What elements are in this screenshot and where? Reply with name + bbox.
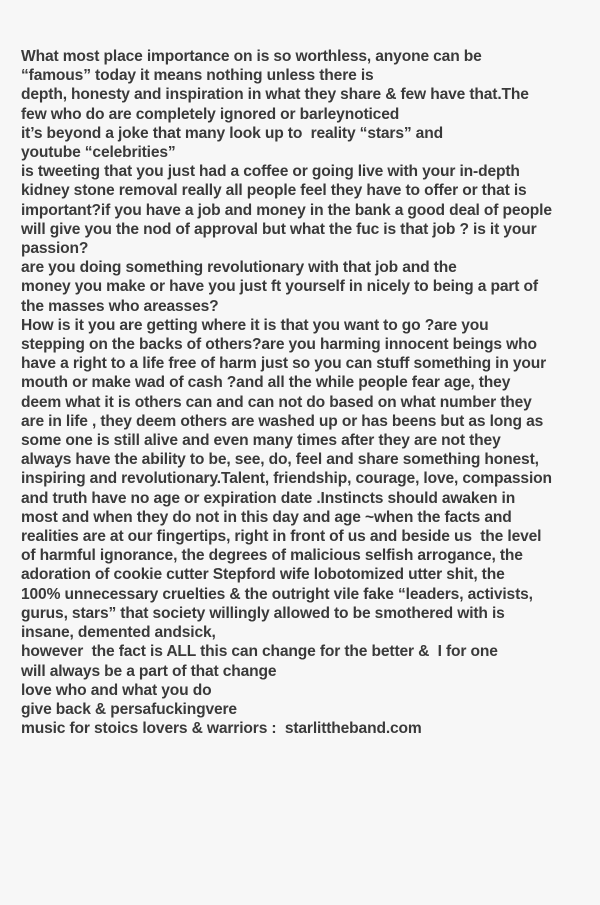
- text-line: is tweeting that you just had a coffee or going live with your in-depth: [21, 163, 520, 181]
- text-line: How is it you are getting where it is that you want to go ?are you: [21, 316, 489, 334]
- text-line: the masses who areasses?: [21, 297, 219, 315]
- text-line: of harmful ignorance, the degrees of malicious selfish arrogance, the: [21, 547, 523, 565]
- text-line: deem what it is others can and can not do based on what number they: [21, 393, 532, 411]
- text-line: will give you the nod of approval but what the fuc is that job ? is it your: [21, 220, 537, 238]
- text-line: important?if you have a job and money in the bank a good deal of people: [21, 201, 552, 219]
- text-line: What most place importance on is so worthless, anyone can be: [21, 48, 482, 65]
- text-line: adoration of cookie cutter Stepford wife lobotomized utter shit, the: [21, 566, 505, 584]
- text-line: mouth or make wad of cash ?and all the while people fear age, they: [21, 374, 511, 392]
- text-line: and truth have no age or expiration date .Instincts should awaken in: [21, 489, 516, 507]
- text-line: love who and what you do: [21, 681, 212, 699]
- text-line: money you make or have you just ft yourself in nicely to being a part of: [21, 278, 538, 296]
- text-line: most and when they do not in this day and age ~when the facts and: [21, 508, 512, 526]
- text-line: will always be a part of that change: [21, 662, 277, 680]
- text-line: some one is still alive and even many times after they are not they: [21, 432, 501, 450]
- text-line: passion?: [21, 240, 89, 258]
- text-line: depth, honesty and inspiration in what they share & few have that.The: [21, 86, 529, 104]
- text-line: give back & persafuckingvere: [21, 700, 237, 718]
- text-line: inspiring and revolutionary.Talent, friendship, courage, love, compassion: [21, 470, 552, 488]
- text-line: insane, demented andsick,: [21, 624, 216, 642]
- text-line: kidney stone removal really all people feel they have to offer or that is: [21, 182, 527, 200]
- text-line: are you doing something revolutionary with that job and the: [21, 259, 457, 277]
- text-line: 100% unnecessary cruelties & the outright vile fake “leaders, activists,: [21, 585, 533, 603]
- text-line: gurus, stars” that society willingly allowed to be smothered with is: [21, 604, 505, 622]
- text-line: realities are at our fingertips, right in front of us and beside us the level: [21, 528, 542, 546]
- text-line: however the fact is ALL this can change for the better & I for one: [21, 643, 498, 661]
- text-line: stepping on the backs of others?are you harming innocent beings who: [21, 336, 537, 354]
- text-line: are in life , they deem others are washed up or has beens but as long as: [21, 412, 544, 430]
- text-line: have a right to a life free of harm just so you can stuff something in your: [21, 355, 547, 373]
- text-line: music for stoics lovers & warriors : starlittheband.com: [21, 720, 422, 738]
- text-line: it’s beyond a joke that many look up to reality “stars” and: [21, 124, 443, 142]
- text-line: youtube “celebrities”: [21, 144, 176, 162]
- text-line: “famous” today it means nothing unless there is: [21, 67, 374, 85]
- text-body: [21, 47, 599, 738]
- text-line: few who do are completely ignored or barleynoticed: [21, 105, 400, 123]
- text-line: always have the ability to be, see, do, feel and share something honest,: [21, 451, 539, 469]
